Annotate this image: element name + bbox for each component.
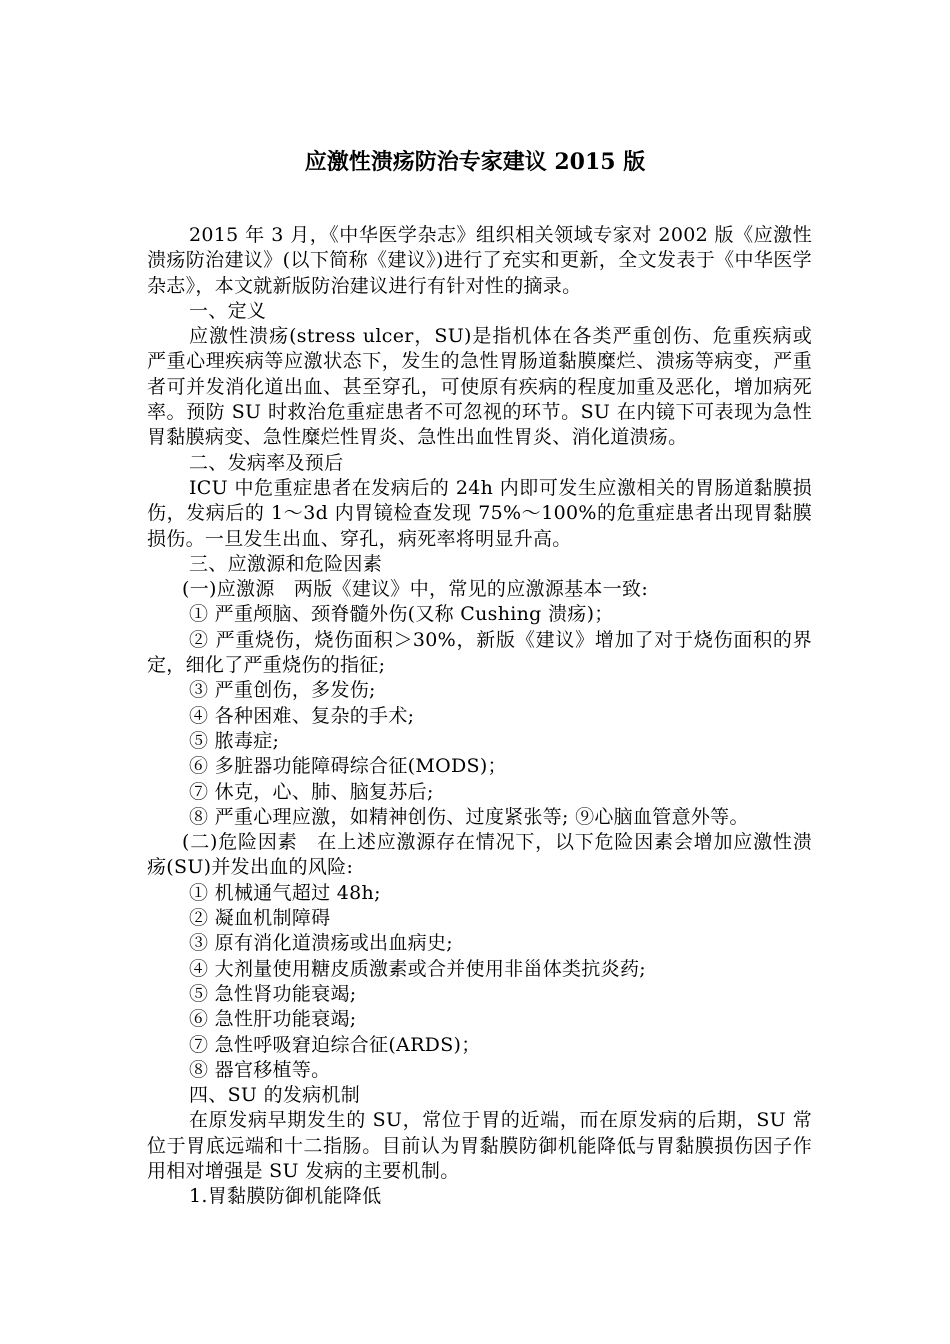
paragraph: ② 凝血机制障碍 — [189, 907, 331, 930]
paragraph: ④ 各种困难、复杂的手术; — [189, 704, 415, 727]
paragraph: ⑧ 器官移植等。 — [189, 1058, 331, 1081]
paragraph: ① 严重颅脑、颈脊髓外伤(又称 Cushing 溃疡)； — [189, 603, 614, 626]
paragraph: ⑥ 多脏器功能障碍综合征(MODS)； — [189, 755, 507, 778]
paragraph: ① 机械通气超过 48h; — [189, 881, 381, 904]
document-body — [147, 223, 812, 1210]
page-title: 应激性溃疡防治专家建议 2015 版 — [304, 148, 646, 175]
paragraph: 四、SU 的发病机制 — [189, 1084, 361, 1107]
paragraph: ③ 严重创伤，多发伤; — [189, 679, 376, 702]
paragraph: ⑥ 急性肝功能衰竭; — [189, 1008, 357, 1031]
paragraph: 在原发病早期发生的 SU，常位于胃的近端，而在原发病的后期，SU 常位于胃底远端和十二指肠。目前认为胃黏膜防御机能降低与胃黏膜损伤因子作用相对增强是 SU 发病的主要机制。 — [147, 1109, 812, 1182]
paragraph: ⑤ 急性肾功能衰竭; — [189, 982, 357, 1005]
paragraph: ⑦ 休克，心、肺、脑复苏后; — [189, 780, 434, 803]
paragraph: 1.胃黏膜防御机能降低 — [189, 1185, 382, 1208]
paragraph: ⑧ 严重心理应激，如精神创伤、过度紧张等; ⑨心脑血管意外等。 — [189, 805, 749, 828]
paragraph: (二)危险因素 在上述应激源存在情况下，以下危险因素会增加应激性溃疡(SU)并发出血的风险: — [147, 831, 812, 879]
paragraph: 2015 年 3 月，《中华医学杂志》组织相关领域专家对 2002 版《应激性溃疡防治建议》(以下简称《建议》)进行了充实和更新，全文发表于《中华医学杂志》，本文就新版防治建议进行有针对性的摘录。 — [147, 224, 812, 297]
paragraph: ② 严重烧伤，烧伤面积＞30%，新版《建议》增加了对于烧伤面积的界定，细化了严重烧伤的指征; — [147, 628, 812, 677]
paragraph: ③ 原有消化道溃疡或出血病史; — [189, 932, 453, 955]
paragraph: (一)应激源 两版《建议》中，常见的应激源基本一致: — [182, 578, 649, 601]
paragraph: ⑦ 急性呼吸窘迫综合征(ARDS)； — [189, 1033, 481, 1056]
paragraph: 一、定义 — [189, 299, 267, 322]
paragraph: ④ 大剂量使用糖皮质激素或合并使用非甾体类抗炎药; — [189, 957, 646, 980]
paragraph: 二、发病率及预后 — [189, 451, 344, 474]
paragraph: ICU 中危重症患者在发病后的 24h 内即可发生应激相关的胃肠道黏膜损伤，发病后的 1～3d 内胃镜检查发现 75%～100%的危重症患者出现胃黏膜损伤。一旦发生出血、穿孔，病死率将明显升高。 — [147, 476, 812, 550]
paragraph: 应激性溃疡(stress ulcer，SU)是指机体在各类严重创伤、危重疾病或严重心理疾病等应激状态下，发生的急性胃肠道黏膜糜烂、溃疡等病变，严重者可并发消化道出血、甚至穿孔，可使原有疾病的程度加重及恶化，增加病死率。预防 SU 时救治危重症患者不可忽视的环节。SU 在内镜下可表现为急性胃黏膜病变、急性糜烂性胃炎、急性出血性胃炎、消化道溃疡。 — [147, 325, 812, 449]
paragraph: ⑤ 脓毒症; — [189, 729, 280, 752]
paragraph: 三、应激源和危险因素 — [189, 552, 383, 575]
